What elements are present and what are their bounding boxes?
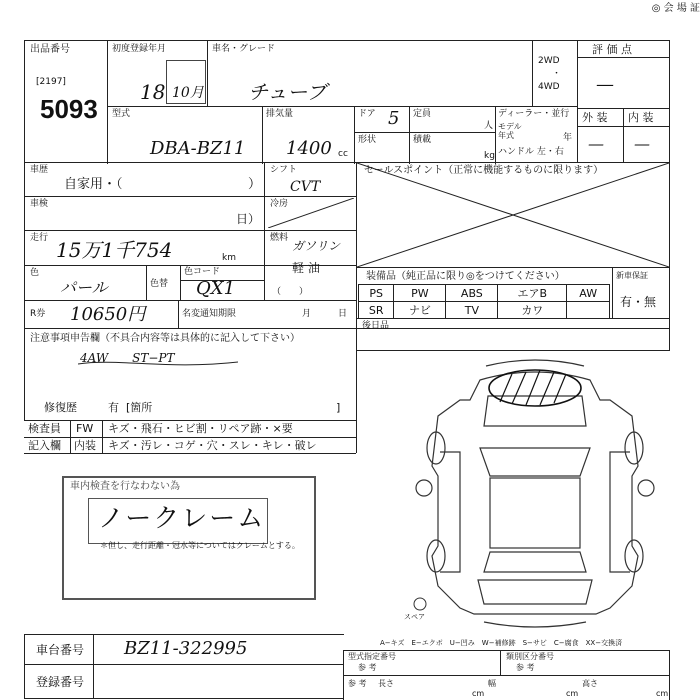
shift-value: CVT <box>290 179 321 195</box>
equipment-leather: カワ <box>498 302 567 319</box>
check-label-2: 記入欄 <box>28 439 61 452</box>
score-value: — <box>596 74 614 95</box>
color-value: パール <box>60 278 108 297</box>
equipment-tv: TV <box>446 302 498 319</box>
car-diagram <box>400 356 670 636</box>
sales-point-label: セールスポイント（正常に機能するものに限ります） <box>364 165 604 176</box>
equipment-pw: PW <box>394 285 446 302</box>
exterior-value: — <box>588 134 604 153</box>
plate-label: 登録番号 <box>36 675 85 689</box>
color-code-label: 色コード <box>184 267 221 277</box>
recycle-value: 10650円 <box>70 304 146 325</box>
interior-label: 内 装 <box>628 111 654 124</box>
width-label: 幅 <box>488 679 496 688</box>
shift-label: シフト <box>270 165 298 175</box>
check-label-1: 検査員 <box>28 422 61 435</box>
equipment-table <box>358 284 610 319</box>
damage-legend: A−キズ E−エクボ U−凹み W−補修跡 S−サビ C−腐食 XX−交換済 <box>380 639 623 647</box>
history-close: ） <box>248 177 262 192</box>
exterior-label: 外 装 <box>582 111 608 124</box>
corner-stamp: ◎ 会 場 証 <box>651 3 700 14</box>
post-date-label: 後日品 <box>362 321 390 331</box>
capacity-unit: 人 <box>484 121 494 131</box>
fuel-gasoline: ガソリン <box>292 239 341 253</box>
lot-number: 5093 <box>40 94 98 124</box>
mileage-value: 15万1千754 <box>56 238 173 262</box>
name-change-label: 名変通知期限 <box>182 309 237 319</box>
registration-box <box>166 60 206 104</box>
drive-4wd: 4WD <box>538 82 560 92</box>
type-ref: 参 考 <box>358 663 377 672</box>
type-number-label: 型式指定番号 <box>348 652 396 661</box>
equipment-airbag: エアB <box>498 285 567 302</box>
equipment-sr: SR <box>359 302 394 319</box>
name-change-day: 日 <box>338 309 348 319</box>
registration-year: 18 <box>140 80 166 104</box>
mileage-unit: km <box>222 253 236 263</box>
score-label: 評 価 点 <box>592 43 632 56</box>
dealer-label: ディーラー・並行 <box>498 109 570 119</box>
length-unit: cm <box>472 689 485 698</box>
stamp-main: ノークレーム <box>98 504 266 534</box>
cooler-label: 冷房 <box>270 199 289 209</box>
registration-month: 10月 <box>172 85 204 101</box>
repair-value: 有 <box>108 401 119 414</box>
spare-label: スペア <box>404 613 425 621</box>
inspection-label: 車検 <box>30 199 49 209</box>
equipment-abs: ABS <box>446 285 498 302</box>
no-claim-stamp <box>62 476 316 600</box>
repair-label: 修復歴 <box>44 401 77 414</box>
fuel-paren: （ ） <box>272 287 309 297</box>
ref3-label: 参 考 <box>348 679 367 688</box>
history-value: 自家用・（ <box>64 177 123 192</box>
chassis-label: 車台番号 <box>36 643 85 657</box>
shape-label: 形状 <box>358 135 377 145</box>
height-unit: cm <box>656 689 669 698</box>
repair-close: ] <box>336 401 341 414</box>
drive-2wd: 2WD <box>538 56 560 66</box>
car-name-value: チューブ <box>248 80 327 104</box>
class-ref: 参 考 <box>516 663 535 672</box>
displacement-unit: cc <box>338 149 348 159</box>
load-label: 積載 <box>413 135 432 145</box>
equipment-navi: ナビ <box>394 302 446 319</box>
inspection-close: 日） <box>236 212 261 226</box>
fuel-diesel: 軽 油 <box>292 261 320 275</box>
model-label: 型式 <box>112 109 131 119</box>
dealer-handle: ハンドル 左・右 <box>498 147 564 157</box>
recycle-label: R券 <box>30 309 46 319</box>
cooler-strike <box>268 198 354 228</box>
color-code-value: QX1 <box>196 278 236 299</box>
sales-point-cross <box>357 163 669 267</box>
model-value: DBA-BZ11 <box>150 138 246 159</box>
equipment-aw: AW <box>567 285 610 302</box>
capacity-label: 定員 <box>413 109 432 119</box>
width-unit: cm <box>566 689 579 698</box>
displacement-label: 排気量 <box>266 109 294 119</box>
notes-strike <box>78 351 238 380</box>
check-fw-items: キズ・飛石・ヒビ割・リペア跡・×要 <box>108 422 293 435</box>
dealer-year-unit: 年 <box>563 133 573 143</box>
doors-label: ドア <box>358 109 376 119</box>
color-change-label: 色替 <box>150 279 169 289</box>
stamp-note: ＊但し、走行距離・冠水等についてはクレームとする。 <box>100 541 300 550</box>
interior-value: — <box>634 134 650 153</box>
notes-label: 注意事項申告欄（不具合内容等は具体的に記入して下さい） <box>30 333 300 344</box>
equipment-ps: PS <box>359 285 394 302</box>
equipment-label: 装備品（純正品に限り◎をつけてください） <box>366 271 565 282</box>
displacement-value: 1400 <box>286 138 332 159</box>
fuel-label: 燃料 <box>270 233 289 243</box>
registration-label: 初度登録年月 <box>112 44 167 54</box>
check-interior-items: キズ・汚レ・コゲ・穴・スレ・キレ・破レ <box>108 439 317 452</box>
class-number-label: 類別区分番号 <box>506 652 554 661</box>
warranty-value: 有・無 <box>620 295 657 309</box>
length-label: 長さ <box>378 679 394 688</box>
dealer-model-year: モデル 年式 <box>498 122 522 140</box>
warranty-label: 新車保証 <box>616 271 648 280</box>
height-label: 高さ <box>582 679 598 688</box>
check-interior-label: 内装 <box>74 439 96 452</box>
check-fw-label: FW <box>76 422 94 435</box>
lot-sub-number: [2197] <box>36 77 66 87</box>
drive-dot: ・ <box>552 69 562 79</box>
color-label: 色 <box>30 268 40 278</box>
lot-label: 出品番号 <box>30 44 70 55</box>
chassis-value: BZ11-322995 <box>124 638 248 659</box>
history-label: 車歴 <box>30 165 49 175</box>
repair-bracket: [箇所 <box>126 401 153 414</box>
stamp-top: 車内検査を行なわない為 <box>70 481 180 492</box>
notes-handwritten: 4AW ST−PT <box>80 351 175 365</box>
mileage-label: 走行 <box>30 233 49 243</box>
doors-value: 5 <box>388 108 400 129</box>
name-change-month: 月 <box>302 309 312 319</box>
load-unit: kg <box>484 151 495 161</box>
car-name-label: 車名・グレード <box>212 44 276 54</box>
